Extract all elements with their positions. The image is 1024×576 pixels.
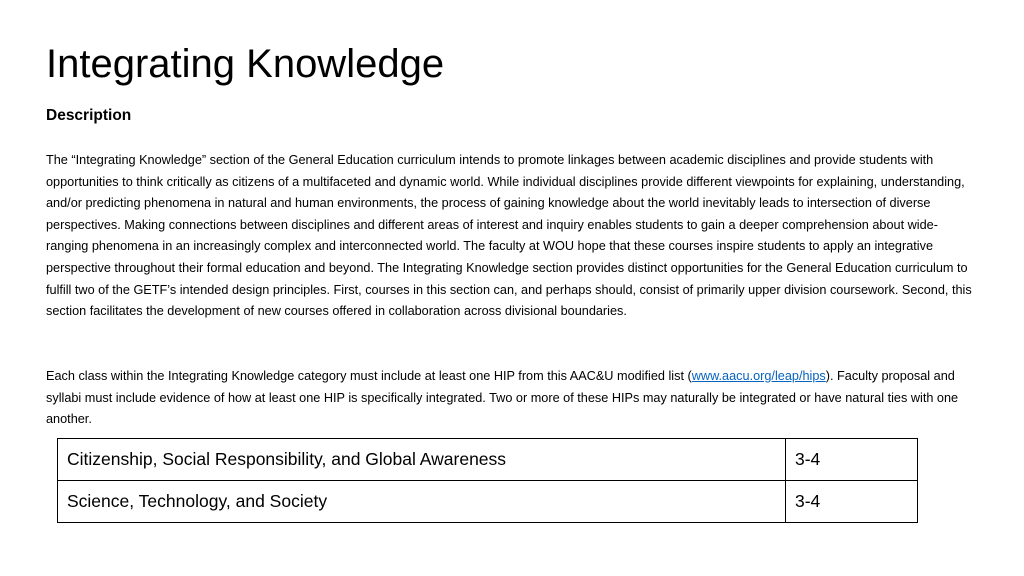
description-paragraph: The “Integrating Knowledge” section of the General Education curriculum intends to promote linkages between academic disciplines and provide students with opportunities to think critically as citizens of a multifaceted and dynamic world. While individual disciplines provide different viewpoints for explaining, understanding, and/or predicting phenomena in natural and human environments, the process of gaining knowledge about the world inevitably leads to intersection of diverse perspectives. Making connections between disciplines and different areas of interest and inquiry enables students to gain a deeper comprehension about wide-ranging phenomena in an increasingly complex and interconnected world. The faculty at WOU hope that these courses inspire students to apply an integrative perspective throughout their formal education and beyond. The Integrating Knowledge section provides distinct opportunities for the General Education curriculum to fulfill two of the GETF’s intended design principles. First, courses in this section can, and perhaps should, consist of primarily upper division coursework. Second, this section facilitates the development of new courses offered in collaboration across divisional boundaries. bbox=[46, 153, 972, 319]
hip-text-after-link: ). Faculty proposal and syllabi must include evidence of how at least one HIP is specifically integrated. Two or more of these HIPs may naturally be integrated or have natural ties with one another. bbox=[46, 369, 959, 427]
category-cell: Science, Technology, and Society bbox=[58, 481, 786, 523]
section-heading: Description bbox=[46, 107, 132, 124]
category-table bbox=[57, 438, 918, 523]
table-row bbox=[58, 481, 918, 523]
slide-title: Integrating Knowledge bbox=[46, 42, 445, 86]
table-row bbox=[58, 439, 918, 481]
credits-cell: 3-4 bbox=[786, 439, 918, 481]
aacu-hips-link[interactable]: www.aacu.org/leap/hips bbox=[691, 369, 826, 383]
hip-requirement-paragraph bbox=[46, 366, 972, 431]
category-cell: Citizenship, Social Responsibility, and Global Awareness bbox=[58, 439, 786, 481]
hip-text-before-link: Each class within the Integrating Knowledge category must include at least one HIP from this AAC&U modified list ( bbox=[46, 369, 692, 383]
credits-cell: 3-4 bbox=[786, 481, 918, 523]
